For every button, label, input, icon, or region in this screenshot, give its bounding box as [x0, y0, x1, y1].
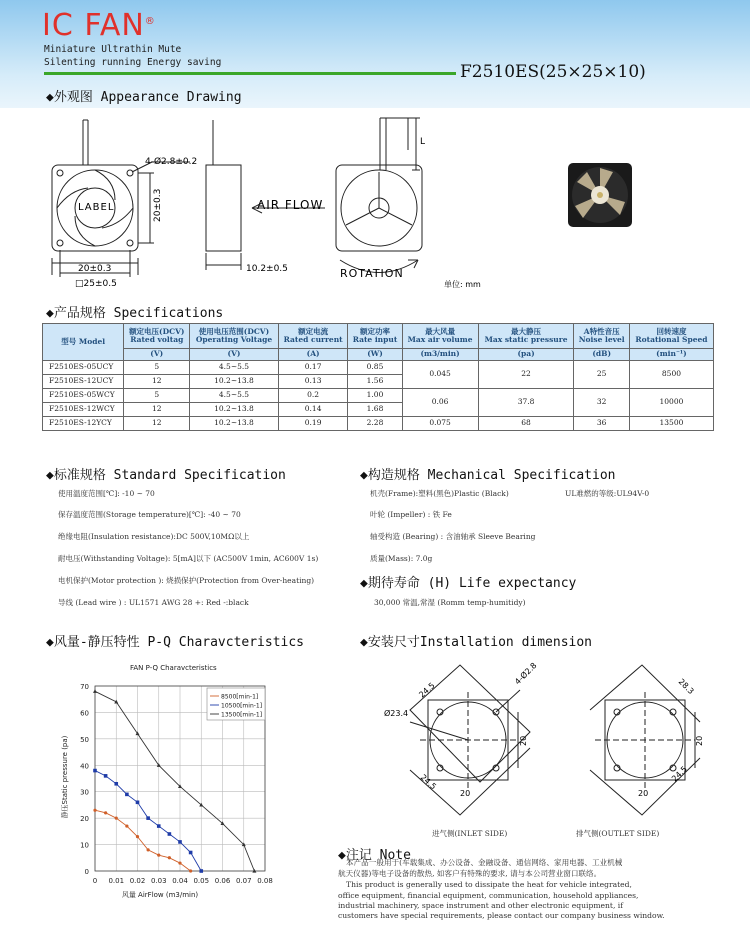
x-tick-label: 0 — [92, 877, 98, 885]
dim-24-5-outlet: 24.5 — [670, 764, 690, 784]
dim-20-horizontal: 20±0.3 — [78, 264, 112, 274]
unit-cell: (V) — [124, 349, 190, 361]
life-title: ◆期待寿命 (H) Life expectancy — [360, 576, 577, 591]
data-point — [93, 689, 97, 693]
legend-label: 10500[min-1] — [221, 702, 263, 710]
table-cell: 10.2~13.8 — [190, 417, 279, 431]
data-point — [104, 774, 108, 778]
table-cell: 37.8 — [478, 389, 574, 417]
dim-20-outlet-v: 20 — [695, 735, 704, 746]
mechanical-title: ◆构造规格 Mechanical Specification — [360, 468, 616, 483]
table-cell: 0.85 — [348, 361, 402, 375]
fan-photo — [565, 160, 635, 230]
mech-bearing: 轴受构造 (Bearing) : 含油轴承 Sleeve Bearing — [370, 532, 536, 541]
data-point — [125, 793, 129, 797]
col-speed: 回转速度 Rotational Speed — [629, 324, 713, 349]
note-line: industrial machinery, space instrument and other electronic equipment, if — [338, 901, 624, 910]
standard-line: 绝缘电阻(Insulation resistance):DC 500V,10MΩ以上 — [58, 532, 250, 541]
table-cell: F2510ES-12UCY — [43, 375, 124, 389]
spec-unit-row — [43, 349, 714, 361]
mech-frame: 机壳(Frame):塑料(黑色)Plastic (Black) — [370, 489, 509, 498]
table-cell: 10000 — [629, 389, 713, 417]
dim-10: 10.2±0.5 — [246, 264, 288, 274]
pq-title: ◆风量-静压特性 P-Q Charavcteristics — [46, 635, 305, 650]
install-title: ◆安装尺寸Installation dimension — [360, 635, 593, 650]
table-cell: 12 — [124, 417, 190, 431]
specs-title: ◆产品规格 Specifications — [46, 306, 224, 321]
x-tick-label: 0.07 — [235, 877, 252, 885]
table-cell: 0.19 — [278, 417, 348, 431]
data-point — [178, 861, 181, 864]
rear-view — [336, 118, 422, 273]
table-cell: 0.17 — [278, 361, 348, 375]
col-noise: A特性音压 Noise level — [574, 324, 629, 349]
dim-24-5-bottom: 24.5 — [418, 772, 438, 792]
table-cell: 1.56 — [348, 375, 402, 389]
data-point — [115, 817, 118, 820]
table-cell: F2510ES-05UCY — [43, 361, 124, 375]
rotation-label: ROTATION — [340, 267, 404, 280]
hole-dim-label: 4-Ø2.8±0.2 — [145, 157, 198, 167]
unit-cell: (pa) — [478, 349, 574, 361]
install-drawing — [380, 650, 710, 840]
data-point — [146, 816, 150, 820]
legend-label: 13500[min-1] — [221, 711, 263, 719]
brand-logo: IC FAN® — [42, 8, 156, 43]
series-line — [95, 810, 191, 871]
table-cell: 0.045 — [402, 361, 478, 389]
table-cell: 0.2 — [278, 389, 348, 403]
unit-label: 单位: mm — [444, 280, 481, 289]
data-point — [93, 769, 97, 773]
col-operating-voltage: 使用电压范围(DCV) Operating Voltage — [190, 324, 279, 349]
mech-mass: 质量(Mass): 7.0g — [370, 554, 433, 563]
dim-holes: 4-Ø2.8 — [513, 660, 539, 687]
table-cell: 10.2~13.8 — [190, 403, 279, 417]
label-text: LABEL — [78, 202, 115, 213]
table-cell: F2510ES-05WCY — [43, 389, 124, 403]
x-tick-label: 0.03 — [150, 877, 167, 885]
x-axis-label: 风量 AirFlow (m3/min) — [121, 891, 199, 899]
table-cell: 10.2~13.8 — [190, 375, 279, 389]
col-model: 型号 Model — [43, 324, 124, 361]
unit-cell: (V) — [190, 349, 279, 361]
table-cell: 22 — [478, 361, 574, 389]
chart-title: FAN P-Q Charavcteristics — [130, 664, 217, 672]
note-line: customers have special requirements, please contact our company business window. — [338, 911, 665, 920]
table-cell: 4.5~5.5 — [190, 389, 279, 403]
unit-cell: (m3/min) — [402, 349, 478, 361]
table-cell: 1.00 — [348, 389, 402, 403]
spec-header-row — [43, 324, 714, 349]
legend-label: 8500[min-1] — [221, 693, 259, 701]
table-cell: 0.14 — [278, 403, 348, 417]
standard-line: 保存温度范围(Storage temperature)[℃]: -40 ~ 70 — [58, 510, 241, 519]
data-point — [168, 832, 172, 836]
table-cell: 13500 — [629, 417, 713, 431]
mech-impeller: 叶轮 (Impeller) : 铁 Fe — [370, 510, 452, 519]
dim-25: □25±0.5 — [75, 279, 117, 289]
table-cell: 2.28 — [348, 417, 402, 431]
y-tick-label: 0 — [84, 868, 89, 876]
table-cell: 36 — [574, 417, 629, 431]
dim-24-5-top: 24.5 — [417, 680, 437, 700]
y-tick-label: 10 — [80, 841, 89, 850]
standard-line: 电机保护(Motor protection ): 烧损保护(Protection from Over-heating) — [58, 576, 315, 585]
table-cell: 32 — [574, 389, 629, 417]
table-cell: 12 — [124, 375, 190, 389]
x-tick-label: 0.04 — [172, 877, 188, 885]
table-cell: 4.5~5.5 — [190, 361, 279, 375]
side-view — [206, 120, 241, 270]
y-tick-label: 40 — [80, 762, 89, 771]
data-point — [157, 854, 160, 857]
table-row — [43, 389, 714, 403]
dim-20-inlet-v: 20 — [519, 735, 528, 746]
data-point — [125, 824, 128, 827]
unit-cell: (A) — [278, 349, 348, 361]
standard-line: 使用温度范围[℃]: -10 ~ 70 — [58, 489, 155, 498]
mech-frame-ul: UL难燃的等级:UL94V-0 — [565, 489, 650, 498]
x-tick-label: 0.08 — [257, 877, 273, 885]
data-point — [136, 835, 139, 838]
airflow-label: AIR FLOW — [257, 198, 324, 212]
table-cell: 68 — [478, 417, 574, 431]
data-point — [199, 869, 203, 873]
front-view — [52, 120, 190, 277]
table-row — [43, 361, 714, 375]
note-line: 本产品一般用于(车载集成、办公设备、金融设备、通信网络、家用电器、工业机械 — [346, 858, 623, 867]
data-point — [104, 811, 107, 814]
standard-line: 耐电压(Withstanding Voltage): 5[mA]以下 (AC500V 1min, AC600V 1s) — [58, 554, 319, 563]
unit-cell: (W) — [348, 349, 402, 361]
x-tick-label: 0.06 — [214, 877, 231, 885]
standard-line: 导线 (Lead wire ) : UL1571 AWG 28 +: Red -:black — [58, 598, 249, 607]
appearance-drawing — [40, 110, 481, 300]
note-line: This product is generally used to dissipate the heat for vehicle integrated, — [346, 880, 632, 889]
table-row — [43, 417, 714, 431]
y-tick-label: 60 — [80, 709, 89, 718]
model-title: F2510ES(25×25×10) — [460, 62, 646, 82]
table-cell: F2510ES-12YCY — [43, 417, 124, 431]
dim-23-4: Ø23.4 — [384, 709, 409, 718]
standard-title: ◆标准规格 Standard Specification — [46, 468, 286, 483]
table-cell: 5 — [124, 389, 190, 403]
unit-cell: (min⁻¹) — [629, 349, 713, 361]
table-cell: 0.075 — [402, 417, 478, 431]
data-point — [189, 851, 193, 855]
data-point — [189, 869, 192, 872]
y-tick-label: 70 — [80, 683, 89, 691]
appearance-title: ◆外观图 Appearance Drawing — [46, 90, 242, 105]
life-text: 30,000 常温,常湿 (Romm temp-humitidy) — [374, 598, 526, 607]
x-tick-label: 0.01 — [108, 877, 125, 885]
dim-20-inlet-h: 20 — [460, 789, 471, 798]
data-point — [114, 782, 118, 786]
data-point — [168, 856, 171, 859]
data-point — [147, 848, 150, 851]
x-tick-label: 0.02 — [129, 877, 146, 885]
col-rate-input: 额定功率 Rate input — [348, 324, 402, 349]
col-air-volume: 最大风量 Max air volume — [402, 324, 478, 349]
y-tick-label: 20 — [80, 815, 89, 824]
unit-cell: (dB) — [574, 349, 629, 361]
data-point — [178, 840, 182, 844]
data-point — [157, 824, 161, 828]
table-cell: 0.13 — [278, 375, 348, 389]
table-cell: F2510ES-12WCY — [43, 403, 124, 417]
col-static-pressure: 最大静压 Max static pressure — [478, 324, 574, 349]
tagline-2: Silenting running Energy saving — [44, 57, 222, 68]
header-divider — [44, 72, 456, 75]
tagline-1: Miniature Ultrathin Mute — [44, 44, 182, 55]
col-rated-voltage: 额定电压(DCV) Rated voltag — [124, 324, 190, 349]
series-line — [95, 771, 201, 871]
y-tick-label: 50 — [80, 735, 89, 744]
table-cell: 8500 — [629, 361, 713, 389]
table-cell: 0.06 — [402, 389, 478, 417]
note-line: office equipment, financial equipment, communication, household appliances, — [338, 891, 639, 900]
note-title: ◆注记 Note — [338, 848, 411, 863]
table-cell: 25 — [574, 361, 629, 389]
y-axis-label: 静压Static pressure (pa) — [61, 735, 69, 819]
col-rated-current: 额定电流 Rated current — [278, 324, 348, 349]
table-cell: 5 — [124, 361, 190, 375]
dim-28-3: 28.3 — [676, 677, 696, 697]
spec-table — [42, 323, 714, 431]
outlet-label: 排气侧(OUTLET SIDE) — [576, 829, 660, 838]
note-line: 航天仪器)等电子设备的散热, 如客户有特殊的要求, 请与本公司营业窗口联络。 — [338, 869, 602, 878]
data-point — [136, 800, 140, 804]
x-tick-label: 0.05 — [193, 877, 210, 885]
data-point — [93, 809, 96, 812]
inlet-label: 进气侧(INLET SIDE) — [432, 829, 508, 838]
wire-length-label: L — [420, 137, 426, 147]
pq-chart — [55, 658, 280, 908]
y-tick-label: 30 — [80, 788, 89, 797]
table-cell: 1.68 — [348, 403, 402, 417]
dim-20-vertical: 20±0.3 — [153, 188, 163, 222]
table-cell: 12 — [124, 403, 190, 417]
dim-20-outlet-h: 20 — [638, 789, 649, 798]
